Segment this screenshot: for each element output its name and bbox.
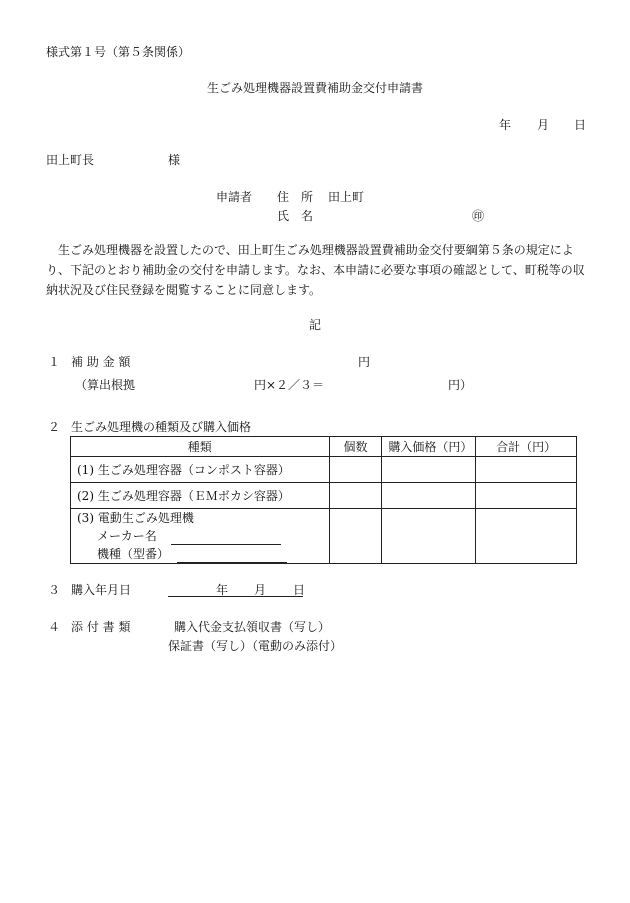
seal-mark: ㊞ <box>472 209 485 223</box>
price-cell[interactable] <box>382 457 476 483</box>
date-day: 日 <box>574 118 587 132</box>
addressee-honorific: 様 <box>168 153 181 167</box>
maker-field[interactable] <box>171 532 281 545</box>
col-header-type: 種類 <box>71 437 330 457</box>
addressee-name: 田上町長 <box>46 153 95 167</box>
purchase-day: 日 <box>293 583 306 597</box>
body-text: 生ごみ処理機器を設置したので、田上町生ごみ処理機器設置費補助金交付要綱第５条の規定により、下記のとおり補助金の交付を申請します。なお、本申請に必要な事項の確認として、町税等の収納状況及び住民登録を閲覧することに同意します。 <box>46 243 585 297</box>
maker-line <box>77 527 323 545</box>
table-row <box>71 483 577 509</box>
subsidy-yen: 円 <box>358 355 371 369</box>
row-compost-label: (1) 生ごみ処理容器（コンポスト容器） <box>71 457 330 483</box>
col-header-total: 合計（円） <box>476 437 577 457</box>
price-cell[interactable] <box>382 483 476 509</box>
section2-label: 生ごみ処理機の種類及び購入価格 <box>71 420 252 434</box>
section3-number: ３ <box>48 583 61 597</box>
total-cell[interactable] <box>476 457 577 483</box>
price-cell[interactable] <box>382 509 476 564</box>
applicant-label: 申請者 <box>216 190 253 204</box>
attachment-warranty: 保証書（写し）（電動のみ添付） <box>168 639 343 653</box>
calc-basis-open: （算出根拠 <box>75 378 136 392</box>
row-em-bokashi-label: (2) 生ごみ処理容器（ＥＭボカシ容器） <box>71 483 330 509</box>
items-table <box>70 436 577 564</box>
section2-number: ２ <box>48 420 61 434</box>
quantity-cell[interactable] <box>329 483 382 509</box>
subsidy-amount-label: 補 助 金 額 <box>71 355 131 369</box>
section4-number: ４ <box>48 620 61 634</box>
total-cell[interactable] <box>476 509 577 564</box>
date-month: 月 <box>537 118 550 132</box>
purchase-year: 年 <box>216 583 229 597</box>
total-cell[interactable] <box>476 483 577 509</box>
quantity-cell[interactable] <box>329 509 382 564</box>
document-title: 生ごみ処理機器設置費補助金交付申請書 <box>207 81 424 95</box>
purchase-date-underline <box>168 596 303 597</box>
ki-heading: 記 <box>309 318 322 332</box>
model-label: 機種（型番） <box>97 547 170 561</box>
model-line <box>77 545 323 563</box>
section1-number: １ <box>48 355 61 369</box>
table-row <box>71 509 577 564</box>
date-year: 年 <box>499 118 512 132</box>
table-row <box>71 457 577 483</box>
attachments-label: 添 付 書 類 <box>71 620 131 634</box>
col-header-quantity: 個数 <box>329 437 382 457</box>
col-header-price: 購入価格（円） <box>382 437 476 457</box>
address-value: 田上町 <box>328 190 365 204</box>
name-label: 氏 名 <box>277 209 314 223</box>
maker-label: メーカー名 <box>97 529 157 543</box>
row-electric-cell <box>71 509 330 564</box>
row-electric-label: (3) 電動生ごみ処理機 <box>77 511 194 525</box>
purchase-month: 月 <box>254 583 267 597</box>
model-field[interactable] <box>177 550 287 563</box>
attachment-receipt: 購入代金支払領収書（写し） <box>174 620 331 634</box>
form-id: 様式第１号（第５条関係） <box>46 45 191 59</box>
quantity-cell[interactable] <box>329 457 382 483</box>
calc-formula: 円×２／３＝ <box>254 378 325 392</box>
purchase-date-label: 購入年月日 <box>71 583 132 597</box>
calc-basis-close: 円） <box>448 378 473 392</box>
address-label: 住 所 <box>277 190 314 204</box>
